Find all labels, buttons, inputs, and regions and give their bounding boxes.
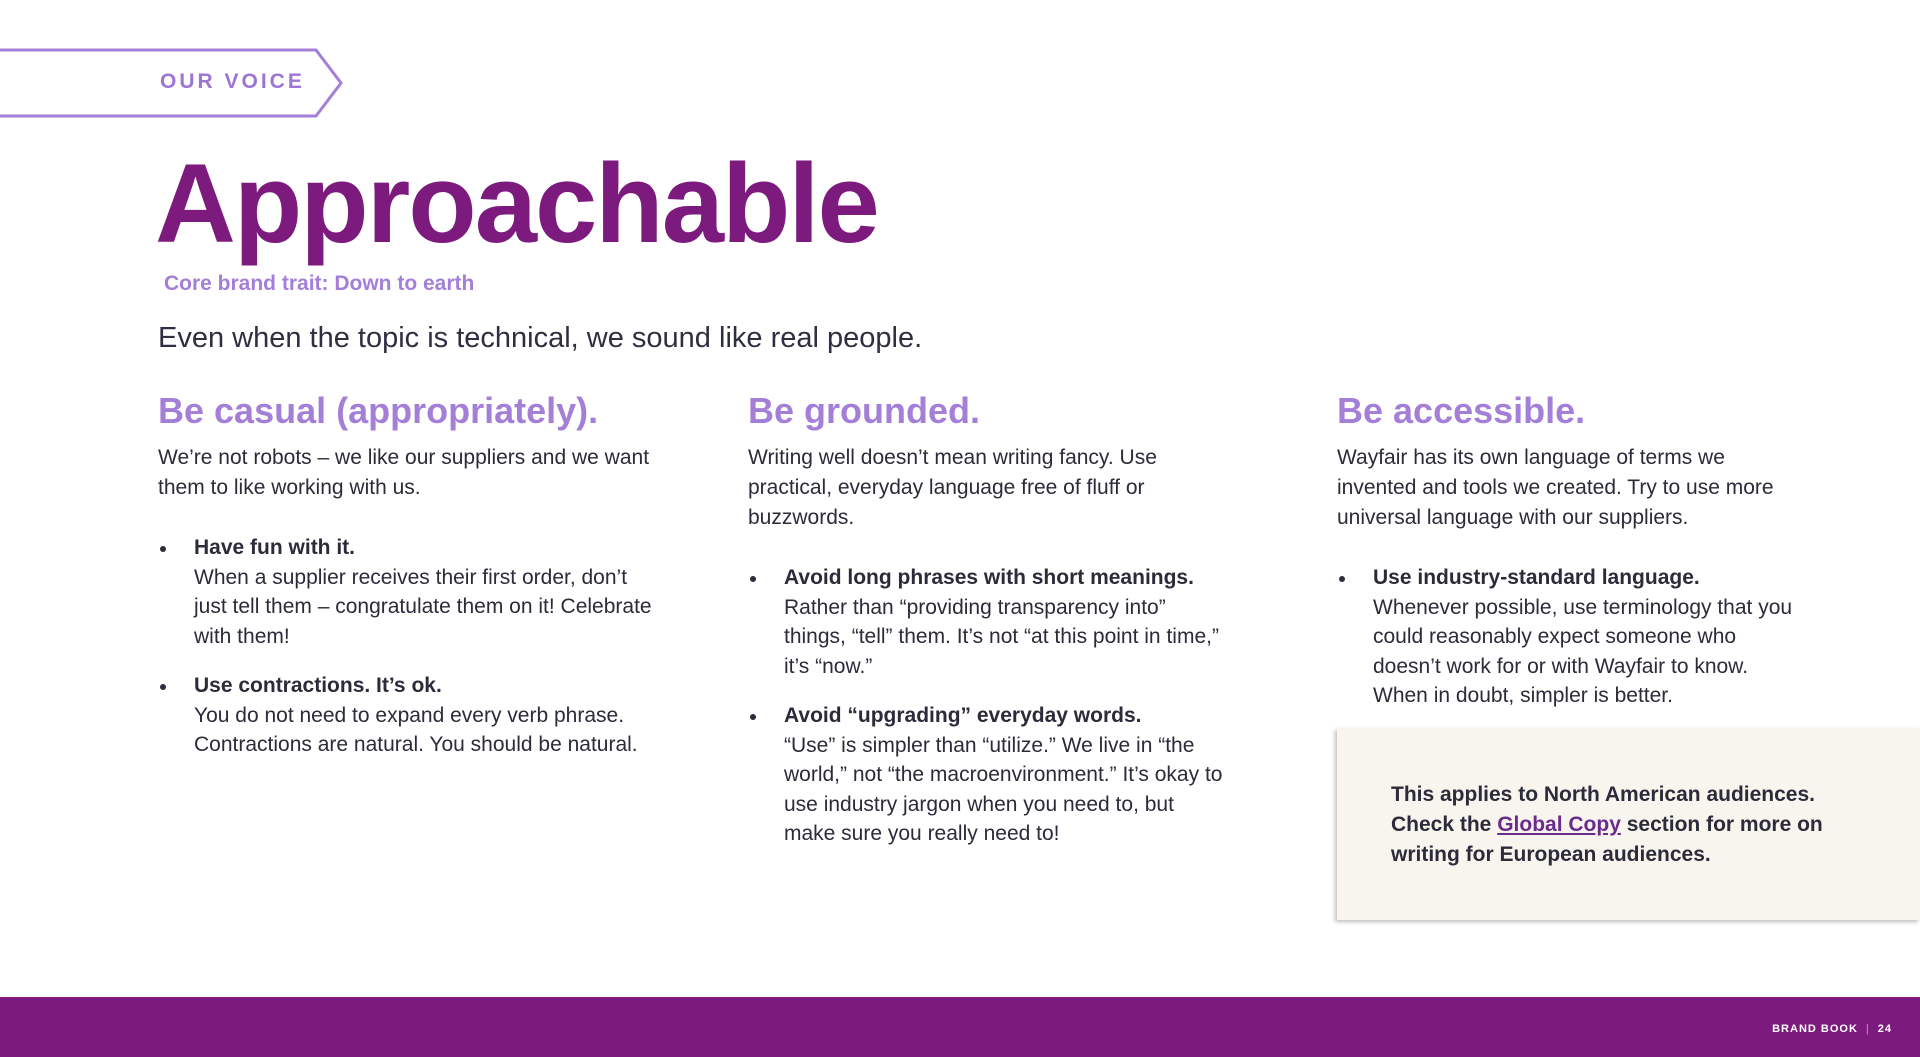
bullet-dot-icon <box>750 576 756 582</box>
footer-book-label: BRAND BOOK <box>1772 1023 1858 1035</box>
callout-text-after: section for more on writing for European audiences. <box>1391 813 1823 866</box>
column-intro: Wayfair has its own language of terms we invented and tools we created. Try to use more universal language with our suppliers. <box>1337 446 1774 530</box>
bullet-heading: Use contractions. It’s ok. <box>194 674 442 698</box>
bullet-dot-icon <box>160 546 166 552</box>
list-item <box>158 533 658 651</box>
bullet-heading: Avoid “upgrading” everyday words. <box>784 704 1142 728</box>
footer-label <box>1772 1023 1892 1035</box>
global-copy-link[interactable]: Global Copy <box>1497 813 1621 836</box>
column-casual <box>158 390 658 780</box>
column-intro: We’re not robots – we like our suppliers and we want them to like working with us. <box>158 446 650 500</box>
callout-text <box>1391 780 1881 870</box>
bullet-dot-icon <box>1339 576 1345 582</box>
page-subtitle: Core brand trait: Down to earth <box>164 272 475 295</box>
list-item <box>1337 563 1807 711</box>
bullet-body: “Use” is simpler than “utilize.” We live in “the world,” not “the macroenvironment.” It’s okay to use industry jargon when you need to, but make sure you really need to! <box>784 733 1223 846</box>
column-heading: Be casual (appropriately). <box>158 390 599 431</box>
page-title: Approachable <box>155 141 878 266</box>
list-item <box>748 701 1228 849</box>
bullet-list <box>1337 563 1807 711</box>
page-number: 24 <box>1877 1023 1892 1035</box>
lead-text: Even when the topic is technical, we sound like real people. <box>158 322 923 354</box>
bullet-heading: Avoid long phrases with short meanings. <box>784 566 1194 590</box>
bullet-body: Rather than “providing transparency into” things, “tell” them. It’s not “at this point in time,” it’s “now.” <box>784 595 1219 678</box>
column-heading: Be accessible. <box>1337 390 1586 431</box>
column-accessible <box>1337 390 1807 731</box>
callout-text-before: This applies to North American audiences. Check the <box>1391 783 1815 836</box>
column-intro: Writing well doesn’t mean writing fancy. Use practical, everyday language free of fluff or buzzwords. <box>748 446 1157 530</box>
list-item <box>158 671 658 760</box>
footer-separator: | <box>1865 1023 1870 1035</box>
callout-box <box>1337 728 1920 920</box>
footer-bar <box>0 997 1920 1057</box>
bullet-body: When a supplier receives their first order, don’t just tell them – congratulate them on it! Celebrate with them! <box>194 565 652 648</box>
section-tag <box>0 48 345 120</box>
bullet-list <box>158 533 658 760</box>
bullet-dot-icon <box>160 684 166 690</box>
bullet-heading: Have fun with it. <box>194 536 356 560</box>
column-grounded <box>748 390 1228 869</box>
section-tag-label: OUR VOICE <box>160 70 305 93</box>
bullet-body: You do not need to expand every verb phrase. Contractions are natural. You should be natural. <box>194 703 638 757</box>
column-heading: Be grounded. <box>748 390 980 431</box>
bullet-heading: Use industry-standard language. <box>1373 566 1700 590</box>
bullet-list <box>748 563 1228 849</box>
bullet-dot-icon <box>750 714 756 720</box>
list-item <box>748 563 1228 681</box>
bullet-body: Whenever possible, use terminology that you could reasonably expect someone who doesn’t work for or with Wayfair to know. When in doubt, simpler is better. <box>1373 595 1793 708</box>
